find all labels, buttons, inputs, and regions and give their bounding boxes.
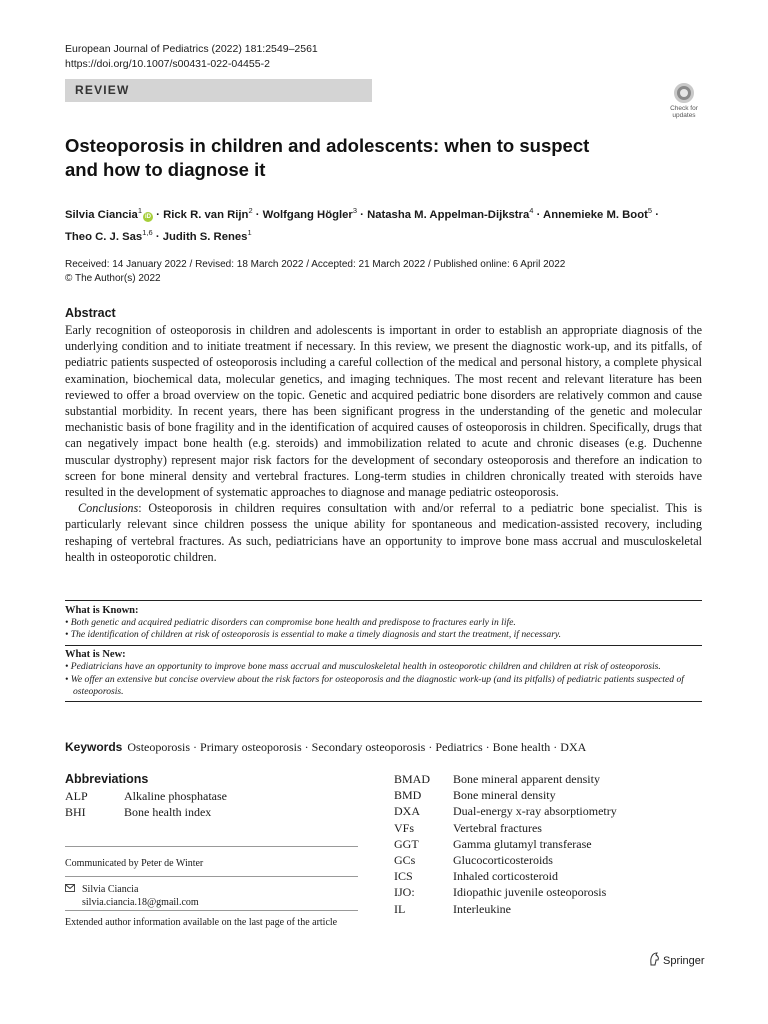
author[interactable]: Rick R. van Rijn$^2$ — [163, 206, 253, 221]
journal-citation: European Journal of Pediatrics (2022) 181:2549–2561 — [65, 43, 318, 55]
known-item: • Both genetic and acquired pediatric disorders can compromise bone health and predispose to fractures early in life. — [65, 617, 516, 628]
abbreviation-term: IL — [394, 901, 406, 916]
abbreviation-definition: Bone health index — [124, 805, 212, 820]
abbreviation-row — [394, 771, 617, 787]
author[interactable]: Judith S. Renes$^1$ — [162, 227, 252, 243]
author-affiliation-sup: 2 — [248, 206, 253, 215]
abbreviations-heading: Abbreviations — [65, 772, 149, 786]
communicated-by: Communicated by Peter de Winter — [65, 858, 204, 869]
new-item: • We offer an extensive but concise overview about the risk factors for osteoporosis and the diagnostic work-up (and its pitfalls) of pediatric patients suspected of osteoporosis. — [65, 673, 684, 697]
article-type-label: REVIEW — [75, 83, 130, 97]
abbreviation-row — [394, 852, 617, 868]
check-for-updates-icon — [674, 83, 694, 103]
publisher-name: Springer — [663, 954, 705, 967]
abbreviation-definition: Dual-energy x-ray absorptiometry — [453, 804, 617, 819]
author[interactable]: Wolfgang Högler$^3$ — [262, 206, 358, 221]
abbreviation-row — [394, 787, 617, 803]
envelope-icon — [65, 883, 77, 896]
abstract-heading: Abstract — [65, 306, 116, 320]
abbreviation-term: BHI — [65, 805, 86, 820]
new-heading: What is New: — [65, 649, 126, 661]
abbreviation-row — [394, 868, 617, 884]
springer-horse-icon — [648, 952, 660, 969]
author-affiliation-sup: 4 — [529, 206, 534, 215]
abbreviation-definition: Interleukine — [453, 901, 511, 916]
check-for-updates-badge[interactable] — [665, 83, 703, 123]
abbreviation-row — [65, 788, 227, 804]
abbreviation-definition: Alkaline phosphatase — [124, 789, 227, 803]
corresponding-name: Silvia Ciancia — [82, 884, 139, 895]
publisher-logo — [648, 952, 705, 969]
abbreviation-term: IJO: — [394, 885, 415, 900]
author[interactable]: Natasha M. Appelman-Dijkstra$^4$ — [367, 206, 534, 221]
footnote-divider — [65, 876, 358, 877]
abstract-paragraph: Early recognition of osteoporosis in children and adolescents is important in order to establish an appropriate diagnosis of the underlying condition and to initiate treatment if necessary. In this review, we present the diagnostic work-up, and its pitfalls, of pediatric patients suspected of osteoporosis including a careful collection of the medical and personal history, a complete physical examination, biochemical data, molecular genetics, and imaging techniques. The most recent and relevant literature has been reviewed to offer a broad overview on the topic. Genetic and acquired pediatric bone disorders are relatively common and cause substantial morbidity. In recent years, there has been significant progress in the understanding of the genetic and molecular mechanistic basis of bone fragility and in the identification of acquired causes of osteoporosis in children. Specifically, drugs that can negatively impact bone health (e.g. steroids) and immobilization related to acute and chronic diseases (e.g. Duchenne muscular dystrophy) represent major risk factors for the development of secondary osteoporosis and therefore an indication to screen for bone mineral density and vertebral fractures. Long-term studies in children chronically treated with steroids have resulted in the development of systematic approaches to diagnose and manage pediatric osteoporosis. — [65, 323, 702, 500]
abbreviation-row — [394, 901, 617, 917]
abbreviation-term: ICS — [394, 869, 413, 884]
author-affiliation-sup: 1,6 — [142, 227, 153, 237]
abstract-body — [65, 322, 702, 565]
abbreviation-definition: Gamma glutamyl transferase — [453, 836, 592, 851]
abbreviations-left-column — [65, 788, 227, 820]
keywords-text: Osteoporosis · Primary osteoporosis · Secondary osteoporosis · Pediatrics · Bone health · DXA — [127, 740, 587, 754]
footnote-divider — [65, 910, 358, 911]
abbreviation-definition: Bone mineral density — [453, 788, 556, 803]
abbreviation-term: GCs — [394, 853, 416, 868]
author[interactable]: Silvia Ciancia$^1$iD — [65, 206, 152, 221]
keywords-label: Keywords — [65, 740, 123, 754]
orcid-icon[interactable]: iD — [145, 213, 152, 220]
abbreviation-definition: Bone mineral apparent density — [453, 772, 600, 786]
check-for-updates-label: Check for updates — [670, 105, 698, 119]
copyright-line: © The Author(s) 2022 — [65, 272, 161, 284]
corresponding-email[interactable]: silvia.ciancia.18@gmail.com — [82, 897, 199, 908]
conclusions-text: : Osteoporosis in children requires consultation with and/or referral to a pediatric bone specialist. This is particularly relevant since children possess the unique ability for spontaneous and medication-assisted recovery, including reshaping of vertebral fractures. As such, pediatricians have an opportunity to improve bone mass accrual and musculoskeletal health in osteoporotic children. — [65, 501, 702, 564]
author-affiliation-sup: 5 — [647, 206, 653, 215]
key-points-box — [65, 600, 702, 702]
author[interactable]: Annemieke M. Boot$^5$ — [543, 206, 653, 221]
author[interactable]: Theo C. J. Sas$^{1,6}$ — [65, 227, 153, 243]
footnote-divider — [65, 846, 358, 847]
abbreviation-definition: Inhaled corticosteroid — [453, 869, 558, 884]
author-affiliation-sup: 1 — [247, 227, 252, 237]
abbreviation-row — [394, 820, 617, 836]
known-heading: What is Known: — [65, 605, 139, 616]
corresponding-author — [65, 883, 199, 909]
keywords-line — [65, 740, 586, 755]
journal-header — [65, 42, 318, 72]
article-type-bar — [65, 79, 372, 102]
abbreviation-definition: Glucocorticosteroids — [453, 853, 553, 868]
author-list: Silvia Ciancia$^1$iD · Rick R. van Rijn$^2$ · Wolfgang Högler$^3$ · Natasha M. Appelman-Dijkstra$^4$ · Annemieke M. Boot$^5$ · Theo C. J. Sas$^{1,6}$ · Judith S. Renes$^1$ — [65, 206, 659, 243]
abbreviation-row — [394, 884, 617, 900]
publication-dates — [65, 258, 705, 285]
abbreviation-term: BMD — [394, 788, 422, 803]
abbreviation-term: BMAD — [394, 772, 431, 786]
author-affiliation-sup: 1 — [137, 206, 143, 215]
conclusions-label: Conclusions — [78, 501, 139, 516]
abbreviation-definition: Vertebral fractures — [453, 820, 542, 835]
abbreviation-row — [394, 803, 617, 819]
abbreviations-right-column — [394, 771, 617, 917]
history-dates: Received: 14 January 2022 / Revised: 18 March 2022 / Accepted: 21 March 2022 / Published online: 6 April 2022 — [65, 259, 566, 270]
author-affiliation-sup: 3 — [352, 206, 358, 215]
new-item: • Pediatricians have an opportunity to improve bone mass accrual and musculoskeletal health in osteoporotic children and children at risk of osteoporosis. — [65, 661, 661, 673]
abbreviation-term: VFs — [394, 820, 415, 835]
article-title: Osteoporosis in children and adolescents: when to suspect and how to diagnose it — [65, 135, 590, 180]
abbreviation-term: ALP — [65, 789, 88, 803]
abbreviation-row — [65, 804, 227, 820]
abbreviation-term: DXA — [394, 804, 420, 819]
known-item: • The identification of children at risk of osteoporosis is essential to make a timely diagnosis and start the treatment, if necessary. — [65, 629, 562, 641]
extended-author-info: Extended author information available on the last page of the article — [65, 917, 338, 928]
abbreviation-definition: Idiopathic juvenile osteoporosis — [453, 885, 607, 900]
doi-link[interactable]: https://doi.org/10.1007/s00431-022-04455-2 — [65, 58, 270, 70]
box-bottom-rule — [65, 701, 702, 702]
abbreviation-term: GGT — [394, 836, 419, 851]
abbreviation-row — [394, 836, 617, 852]
conclusions-paragraph — [65, 500, 702, 565]
